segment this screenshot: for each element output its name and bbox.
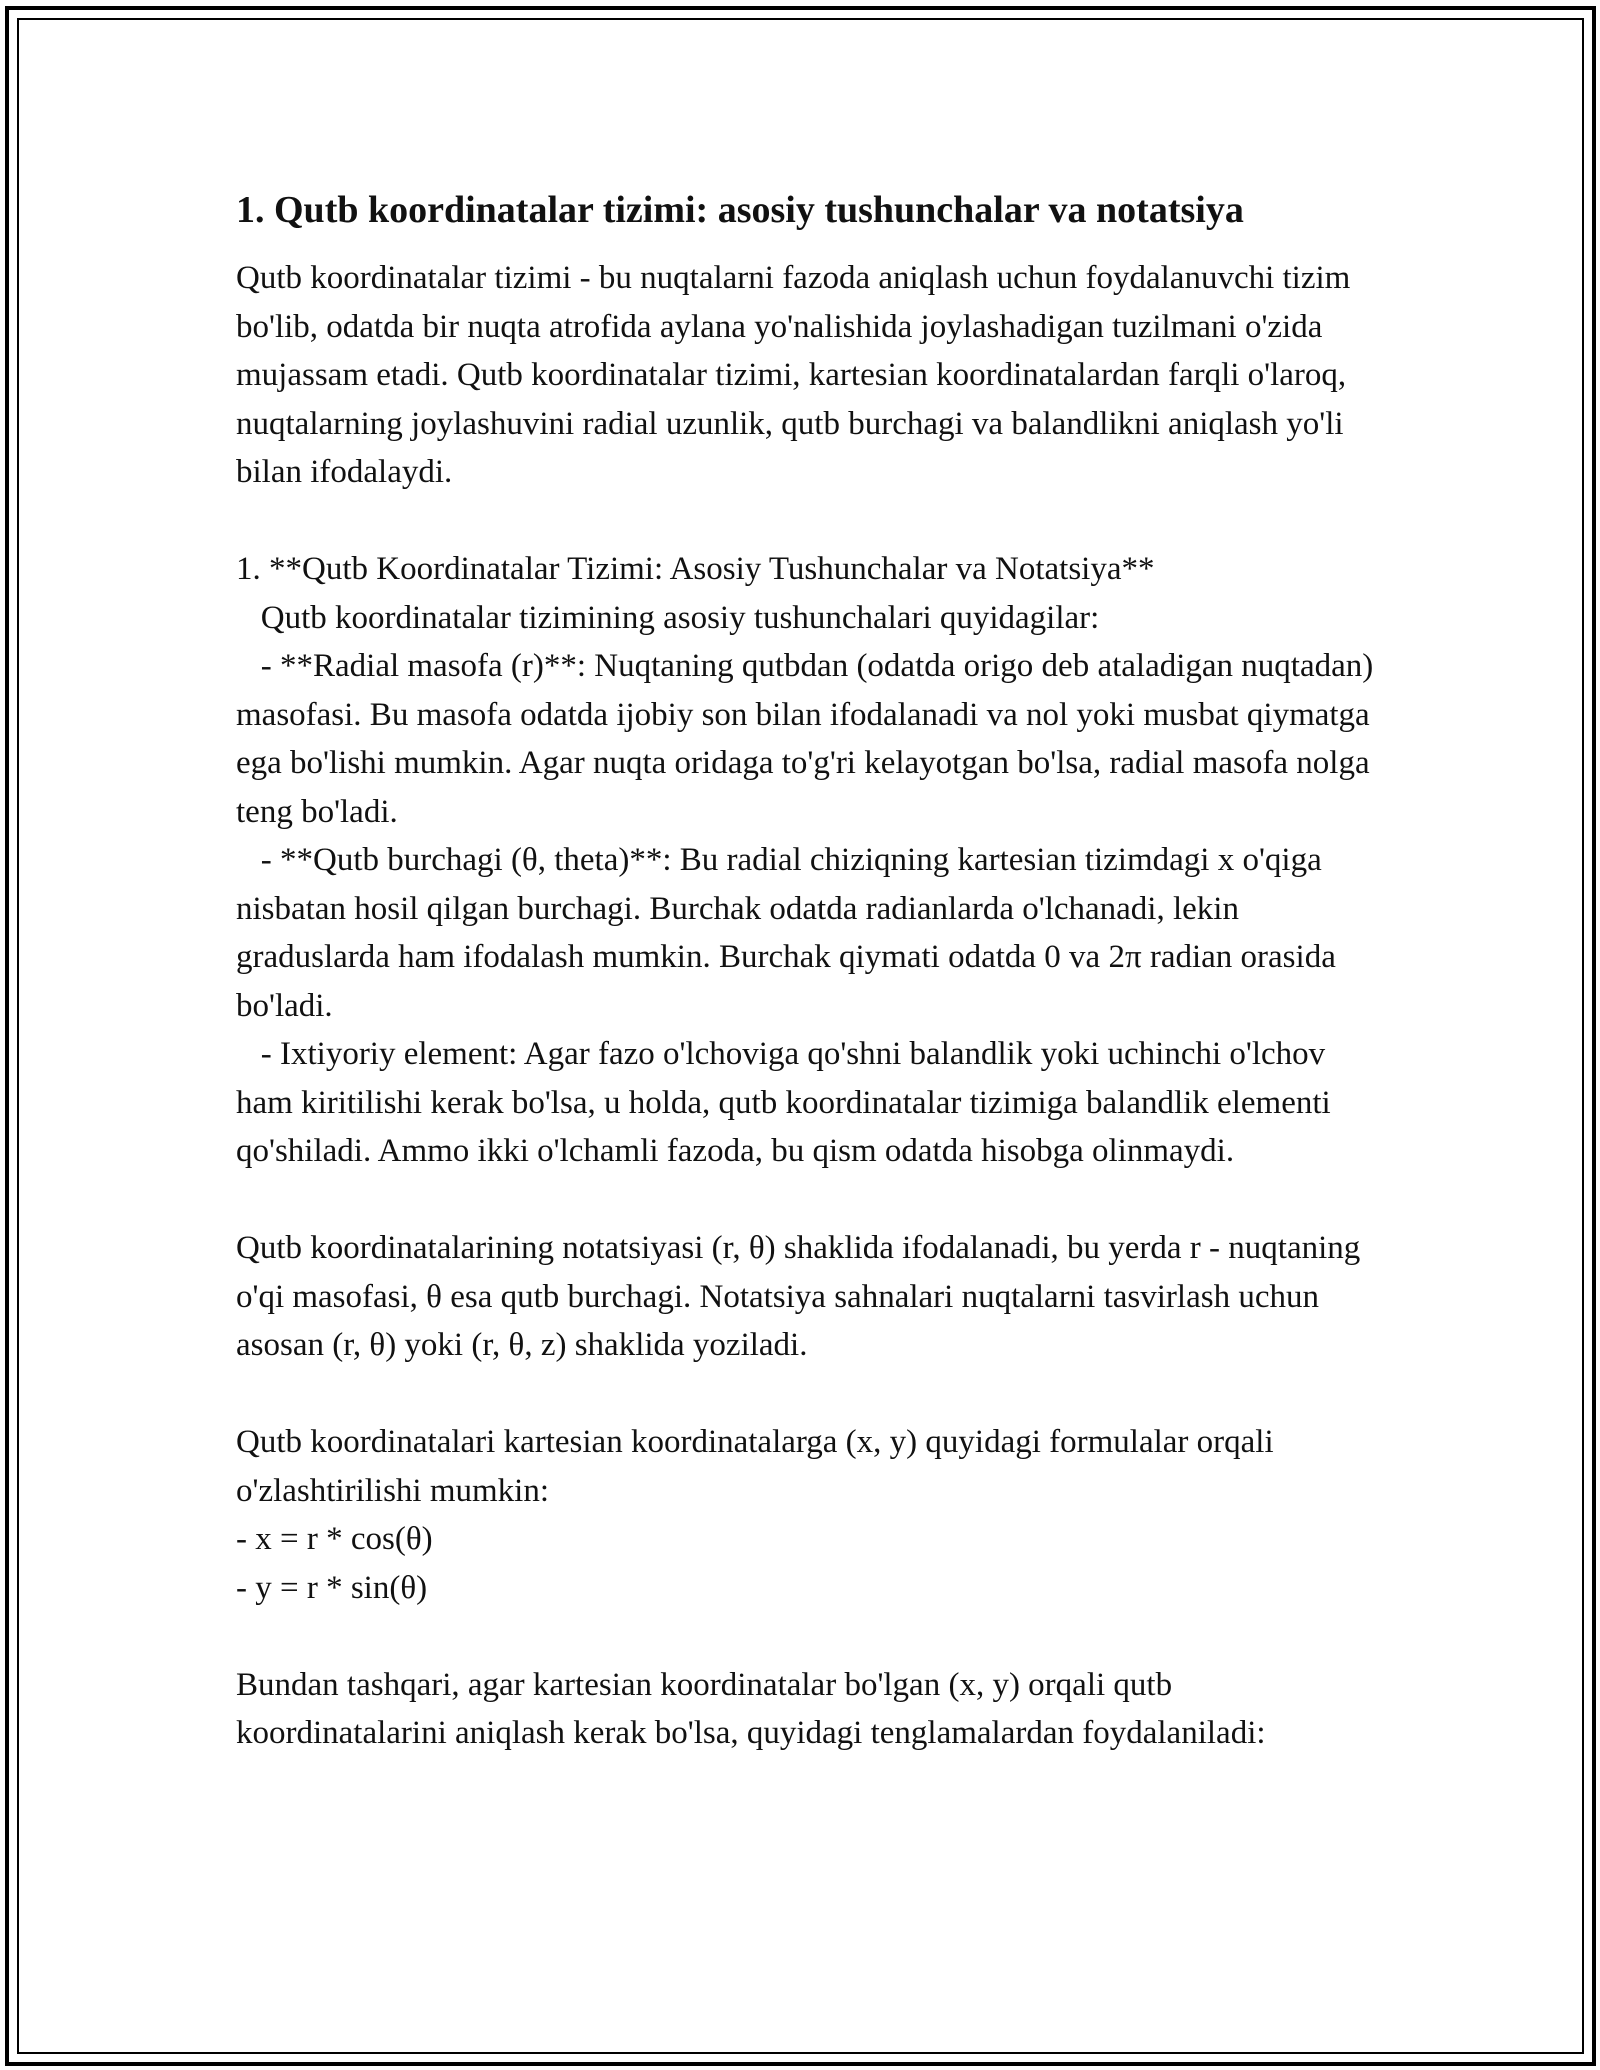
paragraph-spacer xyxy=(236,497,1376,546)
inverse-conversion-paragraph: Bundan tashqari, agar kartesian koordinatalar bo'lgan (x, y) orqali qutb koordinatalarini aniqlash kerak bo'lsa, quyidagi tenglamalardan foydalaniladi: xyxy=(236,1666,1266,1751)
conversion-formulas: Qutb koordinatalari kartesian koordinatalarga (x, y) quyidagi formulalar orqali o'zlashtirilishi mumkin: - x = r * cos(θ) - y = r * sin(θ) xyxy=(236,1424,1274,1606)
intro-paragraph: Qutb koordinatalar tizimi - bu nuqtalarni fazoda aniqlash uchun foydalanuvchi tizim bo'lib, odatda bir nuqta atrofida aylana yo'nalishida joylashadigan tuzilmani o'zida mujassam etadi. Qutb koordinatalar tizimi, kartesian koordinatalardan farqli o'laroq, nuqtalarning joylashuvini radial uzunlik, qutb burchagi va balandlikni aniqlash yo'li bilan ifodalaydi. xyxy=(236,260,1359,490)
notation-paragraph: Qutb koordinatalarining notatsiyasi (r, θ) shaklida ifodalanadi, bu yerda r - nuqtaning o'qi masofasi, θ esa qutb burchagi. Notatsiya sahnalari nuqtalarni tasvirlash uchun asosan (r, θ) yoki (r, θ, z) shaklida yoziladi. xyxy=(236,1230,1369,1363)
section-title: 1. Qutb koordinatalar tizimi: asosiy tushunchalar va notatsiya xyxy=(236,189,1244,231)
paragraph-spacer xyxy=(236,1370,1376,1419)
concepts-list: 1. **Qutb Koordinatalar Tizimi: Asosiy Tushunchalar va Notatsiya** Qutb koordinatalar tizimining asosiy tushunchalari quyidagilar: - **Radial masofa (r)**: Nuqtaning qutbdan (odatda origo deb ataladigan nuqtadan) masofasi. Bu masofa odatda ijobiy son bilan ifodalanadi va nol yoki musbat qiymatga ega bo'lishi mumkin. Agar nuqta oridaga to'g'ri kelayotgan bo'lsa, radial masofa nolga teng bo'ladi. - **Qutb burchagi (θ, theta)**: Bu radial chiziqning kartesian tizimdagi x o'qiga nisbatan hosil qilgan burchagi. Burchak odatda radianlarda o'lchanadi, lekin graduslarda ham ifodalash mumkin. Burchak qiymati odatda 0 va 2π radian orasida bo'ladi. - Ixtiyoriy element: Agar fazo o'lchoviga qo'shni balandlik yoki uchinchi o'lchov ham kiritilishi kerak bo'lsa, u holda, qutb koordinatalar tizimiga balandlik elementi qo'shiladi. Ammo ikki o'lchamli fazoda, bu qism odatda hisobga olinmaydi. xyxy=(236,551,1374,1169)
document-body xyxy=(236,186,1376,1758)
paragraph-spacer xyxy=(236,1176,1376,1225)
paragraph-spacer xyxy=(236,1612,1376,1661)
